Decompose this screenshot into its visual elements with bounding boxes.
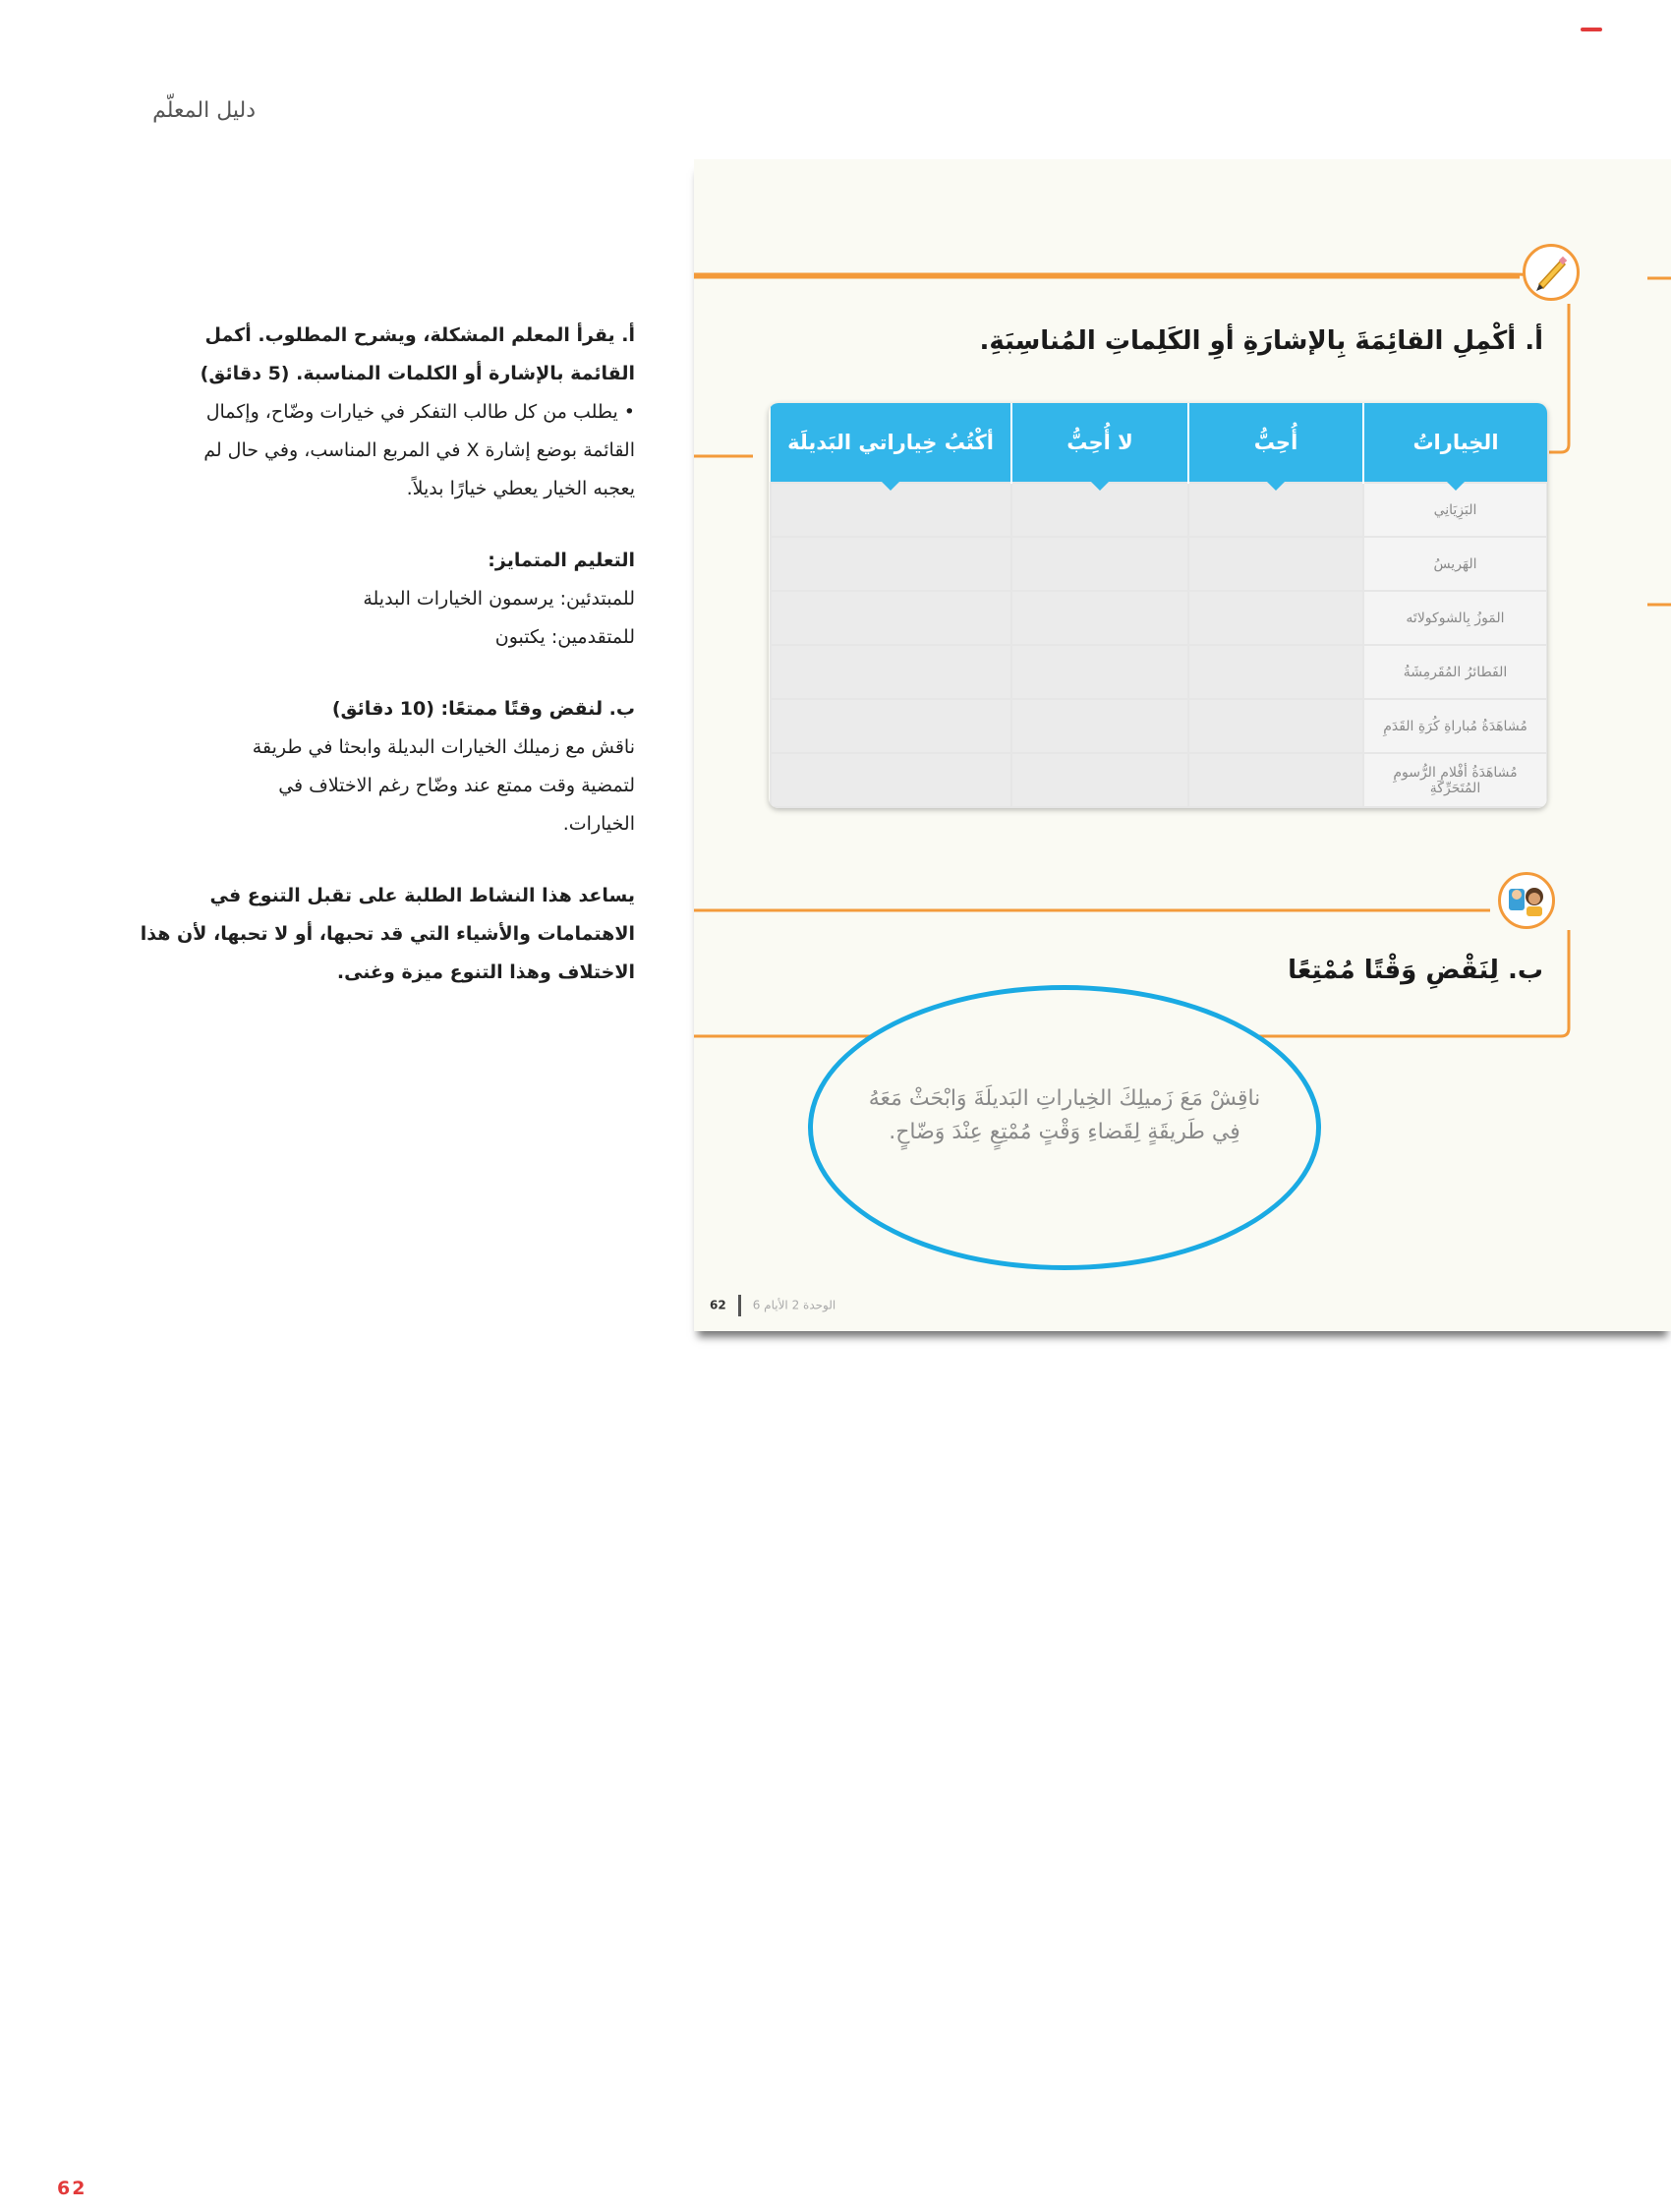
table-row xyxy=(771,483,1547,537)
note-a-heading: أ. يقرأ المعلم المشكلة، ويشرح المطلوب. أكمل xyxy=(204,324,635,346)
table-row xyxy=(771,699,1547,753)
table-header-choices: الخِياراتُ xyxy=(1363,403,1547,483)
table-cell-alternative[interactable] xyxy=(771,537,1011,591)
section-b-title: ب. لِنَقْضِ وَقْتًا مُمْتِعًا xyxy=(1288,956,1543,985)
table-row xyxy=(771,591,1547,645)
summary-text: الاهتمامات والأشياء التي قد تحبها، أو لا تحبها، لأن هذا xyxy=(140,923,635,945)
table-cell-dislike[interactable] xyxy=(1011,483,1188,537)
table-cell-alternative[interactable] xyxy=(771,591,1011,645)
book-footer-text: الوحدة 2 الأيام 6 xyxy=(752,1298,836,1312)
table-cell-dislike[interactable] xyxy=(1011,537,1188,591)
table-cell-like[interactable] xyxy=(1188,537,1363,591)
note-b-body: لتمضية وقت ممتع عند وضّاح رغم الاختلاف في xyxy=(278,775,635,796)
table-cell-like[interactable] xyxy=(1188,483,1363,537)
note-a-body: • يطلب من كل طالب التفكر في خيارات وضّاح، وإكمال xyxy=(205,401,635,423)
bubble-text: ناقِشْ مَعَ زَميلِكَ الخِياراتِ البَديلَةَ وَابْحَثْ مَعَهُ فِي طَريقَةٍ لِقَضاءِ وَقْتٍ مُمْتِعٍ عِنْدَ وَضّاحٍ. xyxy=(868,1086,1261,1144)
table-row xyxy=(771,645,1547,699)
table-cell-alternative[interactable] xyxy=(771,483,1011,537)
note-b-heading: ب. لنقض وقتًا ممتعًا: (10 دقائق) xyxy=(331,698,635,720)
section-a-title: أ. أكْمِلِ القائِمَةَ بِالإشارَةِ أوِ الكَلِماتِ المُناسِبَةِ. xyxy=(979,326,1543,356)
table-cell-like[interactable] xyxy=(1188,699,1363,753)
student-book-page xyxy=(694,159,1671,1331)
choices-table xyxy=(769,403,1547,808)
teacher-notes xyxy=(116,317,635,992)
note-a-body: القائمة بوضع إشارة X في المربع المناسب، وفي حال لم xyxy=(203,439,635,461)
note-a-body: يعجبه الخيار يعطي خيارًا بديلاً. xyxy=(406,478,635,499)
table-cell-dislike[interactable] xyxy=(1011,753,1188,807)
corner-mark xyxy=(1581,28,1602,31)
differentiation-advanced: للمتقدمين: يكتبون xyxy=(494,626,635,648)
table-cell-item: الهَريسُ xyxy=(1363,537,1547,591)
table-cell-like[interactable] xyxy=(1188,591,1363,645)
note-a-heading-cont: القائمة بالإشارة أو الكلمات المناسبة. (5 دقائق) xyxy=(200,363,635,384)
table-row xyxy=(771,753,1547,807)
summary-text: يساعد هذا النشاط الطلبة على تقبل التنوع في xyxy=(209,885,635,906)
page-number: 62 xyxy=(57,2178,87,2199)
differentiation-beginners: للمبتدئين: يرسمون الخيارات البديلة xyxy=(363,588,635,610)
table-cell-alternative[interactable] xyxy=(771,699,1011,753)
table-cell-like[interactable] xyxy=(1188,753,1363,807)
table-cell-dislike[interactable] xyxy=(1011,645,1188,699)
summary-text: الاختلاف وهذا التنوع ميزة وغنى. xyxy=(336,961,635,983)
differentiation-title: التعليم المتمايز: xyxy=(488,550,635,571)
table-cell-item: مُشاهَدَةُ مُباراةِ كُرَةِ القَدَمِ xyxy=(1363,699,1547,753)
table-cell-item: المَوزُ بِالشوكولاتَه xyxy=(1363,591,1547,645)
book-footer xyxy=(710,1295,836,1316)
table-cell-alternative[interactable] xyxy=(771,753,1011,807)
table-header-alternatives: أكْتُبُ خِياراتي البَديلَة xyxy=(771,403,1011,483)
book-page-number: 62 xyxy=(710,1298,726,1312)
speech-bubble xyxy=(808,985,1321,1270)
table-cell-item: البَزِيَانِي xyxy=(1363,483,1547,537)
table-cell-like[interactable] xyxy=(1188,645,1363,699)
pencil-icon xyxy=(1523,244,1580,301)
table-cell-alternative[interactable] xyxy=(771,645,1011,699)
guide-title: دليل المعلّم xyxy=(152,98,256,123)
table-row xyxy=(771,537,1547,591)
table-header-dislike: لا أُحِبُّ xyxy=(1011,403,1188,483)
note-b-body: ناقش مع زميلك الخيارات البديلة وابحثا في طريقة xyxy=(252,736,635,758)
table-cell-item: الفَطائرُ المُقَرمِشَةُ xyxy=(1363,645,1547,699)
table-cell-item: مُشاهَدَةُ أفْلامِ الرُّسومِ المُتَحَرِّكَةِ xyxy=(1363,753,1547,807)
table-cell-dislike[interactable] xyxy=(1011,591,1188,645)
table-cell-dislike[interactable] xyxy=(1011,699,1188,753)
table-header-like: أُحِبُّ xyxy=(1188,403,1363,483)
note-b-body: الخيارات. xyxy=(562,813,635,835)
discussion-people-icon xyxy=(1498,872,1555,929)
